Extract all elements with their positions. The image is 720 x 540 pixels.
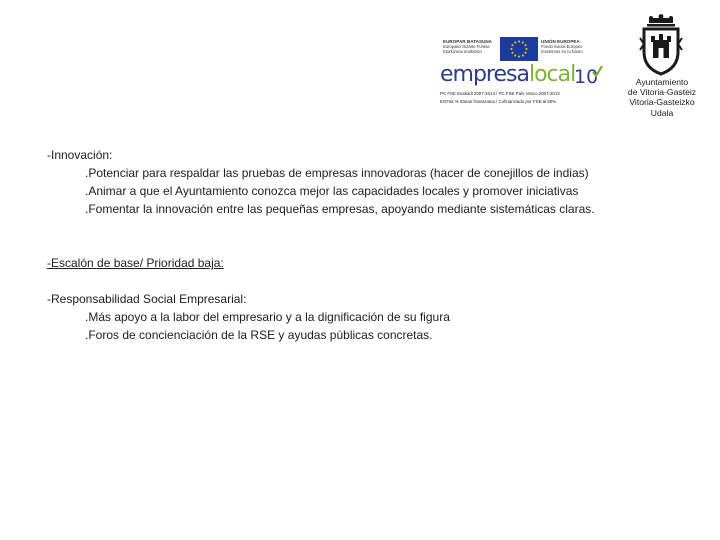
eu-flag-icon bbox=[500, 37, 538, 61]
empresalocal-word-a: empresa bbox=[440, 62, 529, 87]
eu-star bbox=[514, 42, 516, 44]
eu-star bbox=[518, 56, 520, 58]
section-innovacion-title: -Innovación: bbox=[47, 148, 113, 162]
eu-star bbox=[522, 55, 524, 57]
section-escalon-title: -Escalón de base/ Prioridad baja: bbox=[47, 256, 224, 270]
eu-star bbox=[512, 44, 514, 46]
eu-line: Europako Gizarte Funtsa bbox=[443, 44, 490, 49]
list-item: .Foros de concienciación de la RSE y ayudas públicas concretas. bbox=[85, 328, 433, 342]
empresalocal-number: 10 bbox=[574, 66, 599, 88]
document-body bbox=[47, 146, 697, 344]
city-line: de Vitoria-Gasteiz bbox=[627, 87, 697, 98]
spacer bbox=[47, 218, 697, 254]
eu-line: Fondo Social Europeo bbox=[541, 44, 583, 49]
list-item: .Animar a que el Ayuntamiento conozca mejor las capacidades locales y promover iniciativas bbox=[85, 184, 579, 198]
list-item: .Fomentar la innovación entre las pequeñas empresas, apoyando mediante sistemáticas claras. bbox=[85, 202, 595, 216]
empresalocal-footer-2: EGFak % 50ean finantzatua / Cofinanciado por FSE al 50% bbox=[440, 99, 557, 104]
eu-star bbox=[522, 42, 524, 44]
eu-line: Invertimos en tu futuro bbox=[541, 49, 583, 54]
eu-line: EUROPAR BATASUNA bbox=[443, 39, 492, 44]
eu-star bbox=[511, 48, 513, 50]
list-item: .Más apoyo a la labor del empresario y a la dignificación de su figura bbox=[85, 310, 450, 324]
section-rse-title: -Responsabilidad Social Empresarial: bbox=[47, 292, 247, 306]
eu-star bbox=[512, 52, 514, 54]
spacer bbox=[47, 272, 697, 290]
eu-text-spanish bbox=[541, 39, 583, 54]
eu-text-basque bbox=[443, 39, 492, 54]
city-name-lines bbox=[620, 77, 704, 118]
empresalocal-word-b: local bbox=[528, 62, 576, 87]
list-item: .Potenciar para respaldar las pruebas de empresas innovadoras (hacer de conejillos de indias) bbox=[85, 166, 589, 180]
eu-line: Etorkizuna eraikitzen bbox=[443, 49, 482, 54]
empresalocal-eu-logo bbox=[440, 36, 605, 112]
eu-star bbox=[514, 55, 516, 57]
city-line: Ayuntamiento bbox=[635, 77, 689, 87]
eu-star bbox=[525, 44, 527, 46]
eu-star bbox=[526, 48, 528, 50]
vitoria-gasteiz-logo bbox=[620, 14, 704, 120]
city-line: Udala bbox=[650, 107, 674, 118]
eu-fse-banner bbox=[440, 36, 605, 62]
eu-star bbox=[525, 52, 527, 54]
empresalocal-10-icon bbox=[573, 63, 603, 89]
empresalocal-footer-1: PC FSE Euskadi 2007-2013 / PC FSE País Vasco 2007-2013 bbox=[440, 91, 560, 96]
eu-line: UNIÓN EUROPEA bbox=[541, 39, 580, 44]
city-line: Vitoria-Gasteizko bbox=[629, 97, 695, 108]
eu-star bbox=[518, 41, 520, 43]
city-crest-icon bbox=[636, 14, 686, 78]
